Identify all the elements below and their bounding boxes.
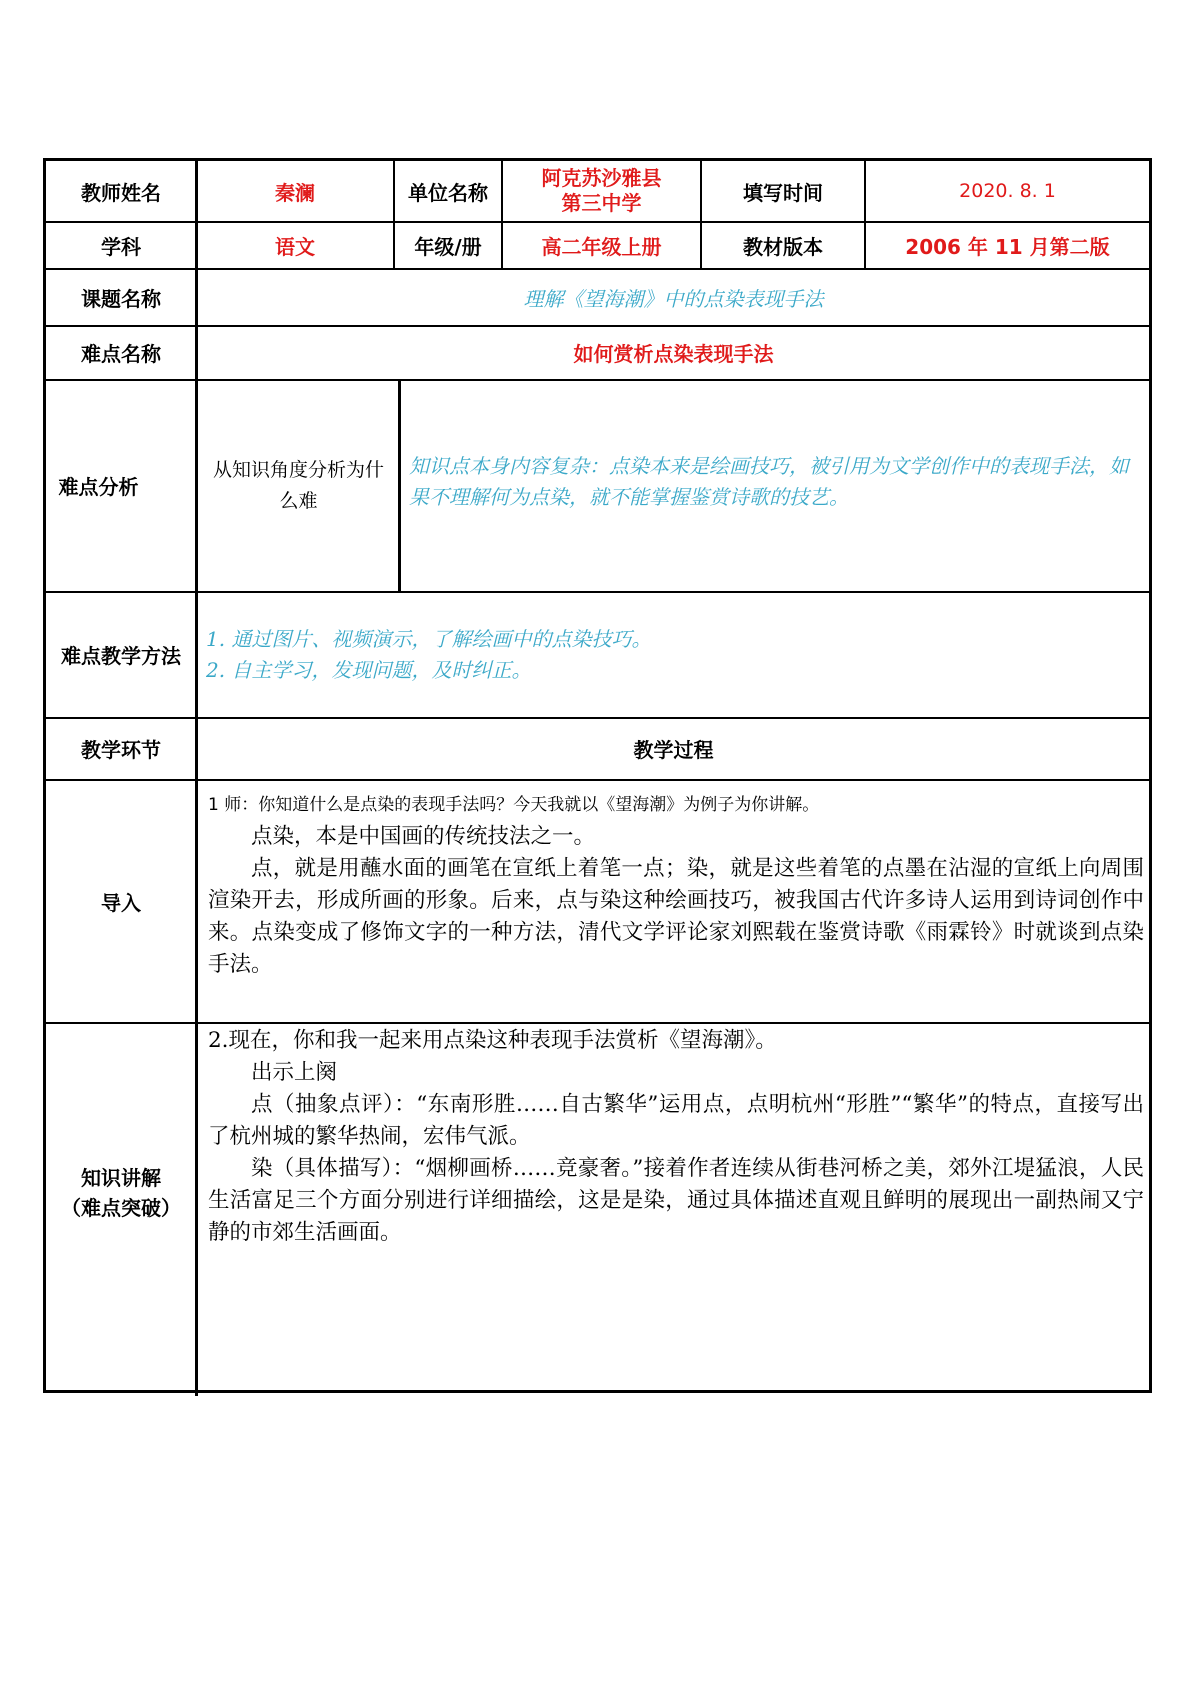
intro-content [208, 789, 1144, 981]
row-divider [46, 1022, 1149, 1024]
process-header-value: 教学过程 [633, 738, 714, 762]
knowledge-label-line1: 知识讲解 [81, 1166, 161, 1190]
unit-value-line2: 第三中学 [561, 191, 642, 215]
subject-label: 学科 [101, 234, 141, 259]
unit-value [503, 161, 700, 221]
unit-value-line1: 阿克苏沙雅县 [541, 166, 662, 190]
teacher-label: 教师姓名 [81, 180, 161, 205]
teacher-value: 秦澜 [275, 180, 315, 205]
grade-value: 高二年级上册 [541, 234, 662, 259]
edition-value: 2006 年 11 月第二版 [905, 234, 1110, 259]
intro-label: 导入 [101, 890, 141, 915]
subject-value: 语文 [275, 234, 315, 259]
topic-label: 课题名称 [81, 286, 161, 311]
knowledge-label [46, 1023, 196, 1393]
row-divider [46, 779, 1149, 781]
lesson-plan-table [43, 158, 1152, 1393]
topic-value: 理解《望海潮》中的点染表现手法 [523, 286, 824, 311]
intro-line-1: 1 师：你知道什么是点染的表现手法吗？今天我就以《望海潮》为例子为你讲解。 [208, 795, 820, 815]
grade-label: 年级/册 [414, 234, 482, 259]
date-label: 填写时间 [743, 180, 823, 205]
knowledge-line-1: 2.现在，你和我一起来用点染这种表现手法赏析《望海潮》。 [208, 1028, 777, 1053]
analysis-value: 知识点本身内容复杂：点染本来是绘画技巧，被引用为文学创作中的表现手法，如果不理解何为点染，就不能掌握鉴赏诗歌的技艺。 [409, 454, 1129, 509]
knowledge-paragraph-3: 染（具体描写）：“烟柳画桥……竞豪奢。”接着作者连续从街巷河桥之美，郊外江堤猛浪，人民生活富足三个方面分别进行详细描绘，这是是染，通过具体描述直观且鲜明的展现出一副热闹又宁静的市郊生活画面。 [208, 1156, 1144, 1245]
analysis-sub-label: 从知识角度分析为什么难 [212, 458, 384, 512]
col-divider [398, 379, 401, 591]
analysis-label: 难点分析 [58, 475, 139, 499]
date-value: 2020. 8. 1 [959, 180, 1056, 202]
knowledge-content [208, 1025, 1144, 1249]
unit-label: 单位名称 [408, 180, 488, 205]
method-line-2: 2. 自主学习，发现问题，及时纠正。 [206, 657, 532, 682]
difficulty-label: 难点名称 [81, 342, 161, 366]
method-label: 难点教学方法 [61, 644, 181, 668]
edition-label: 教材版本 [743, 234, 823, 259]
difficulty-value: 如何赏析点染表现手法 [573, 342, 774, 366]
method-value [206, 592, 1146, 717]
process-stage-label: 教学环节 [81, 738, 161, 762]
knowledge-label-line2: （难点突破） [61, 1196, 181, 1220]
knowledge-paragraph-2: 点（抽象点评）：“东南形胜……自古繁华”运用点，点明杭州“形胜”“繁华”的特点，直接写出了杭州城的繁华热闹，宏伟气派。 [208, 1092, 1144, 1149]
knowledge-paragraph-1: 出示上阕 [251, 1060, 338, 1085]
intro-paragraph-2: 点，就是用蘸水面的画笔在宣纸上着笔一点；染，就是这些着笔的点墨在沾湿的宣纸上向周围渲染开去，形成所画的形象。后来，点与染这种绘画技巧，被我国古代许多诗人运用到诗词创作中来。点染变成了修饰文字的一种方法，清代文学评论家刘熙载在鉴赏诗歌《雨霖铃》时就谈到点染手法。 [208, 856, 1144, 977]
method-line-1: 1. 通过图片、视频演示，了解绘画中的点染技巧。 [206, 626, 652, 651]
intro-paragraph-1: 点染，本是中国画的传统技法之一。 [251, 824, 596, 849]
